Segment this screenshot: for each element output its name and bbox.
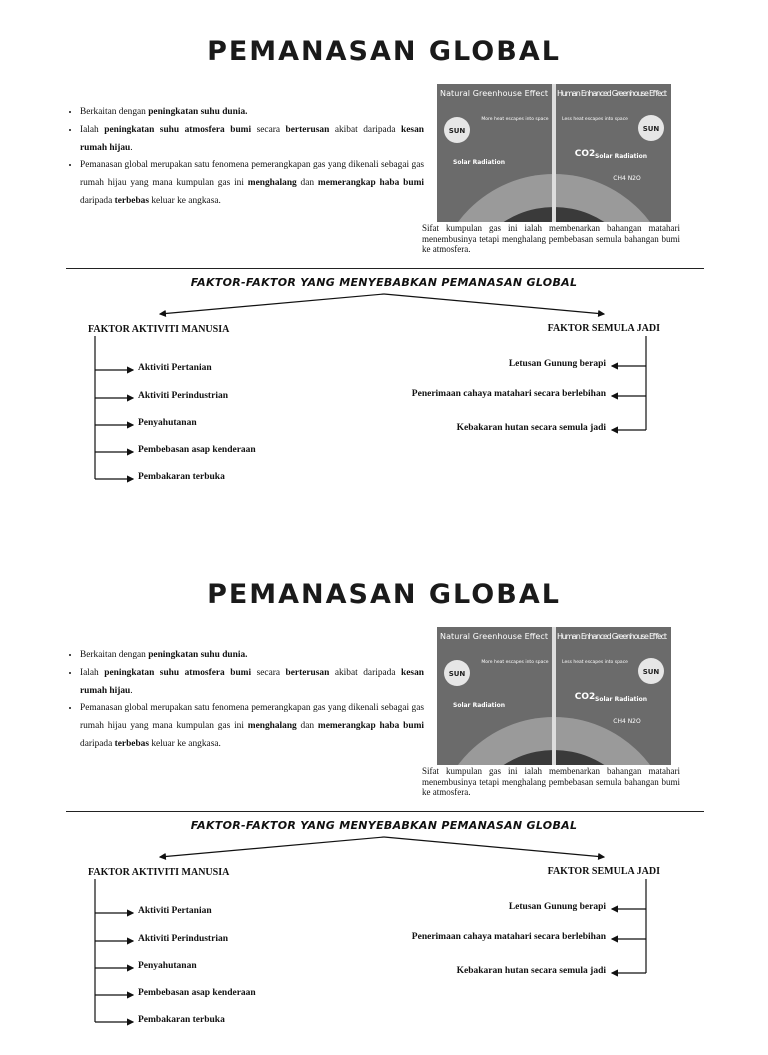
bullet-text: Pemanasan global merupakan satu fenomena pemerangkapan gas yang dikenali sebagai gas rumah hijau yang mana kumpulan gas ini [80,160,424,189]
natural-factor-heading: FAKTOR SEMULA JADI [547,866,660,877]
bullet-text: Ialah [80,667,105,678]
figure-label: SUN [642,125,660,133]
bullet-text: daripada [80,195,115,206]
bullet-text: secara [251,667,286,678]
bullet-text: akibat daripada [329,124,402,135]
bullet-bold-text: peningkatan suhu dunia. [148,650,248,660]
section-title: FAKTOR-FAKTOR YANG MENYEBABKAN PEMANASAN GLOBAL [190,819,578,832]
human-factor-item: Penyahutanan [138,418,197,428]
human-factor-item: Aktiviti Pertanian [138,906,212,916]
natural-factor-item: Letusan Gunung berapi [508,902,606,912]
bullet-bold-text: menghalang [247,178,297,189]
human-factor-item: Pembakaran terbuka [138,1015,225,1025]
bullet-bold-text: memerangkap haba bumi [317,721,424,732]
human-factor-heading: FAKTOR AKTIVITI MANUSIA [88,867,230,878]
page-title: PEMANASAN GLOBAL [207,36,561,67]
figure-right-title: Human Enhanced Greenhouse Effect [557,89,667,98]
human-factor-item: Pembebasan asap kenderaan [138,988,256,998]
figure-label: Less heat escapes into space [562,117,628,122]
figure-label: Solar Radiation [453,159,505,166]
natural-factor-item: Penerimaan cahaya matahari secara berlebihan [411,932,606,942]
bullet-bold-text: peningkatan suhu atmosfera bumi [104,124,252,135]
figure-caption: Sifat kumpulan gas ini ialah membenarkan bahangan matahari menembusinya tetapi menghalang pembebasan semula bahangan bumi ke atmosfera. [422,766,680,797]
figure-label: Solar Radiation [453,702,505,709]
natural-factor-item: Kebakaran hutan secara semula jadi [456,966,606,976]
document-page-bottom [0,543,768,1055]
bullet-bold-text: peningkatan suhu dunia. [148,107,248,117]
natural-factor-item: Penerimaan cahaya matahari secara berlebihan [411,389,606,399]
document-page-top [0,0,768,512]
bullet-bold-text: memerangkap haba bumi [317,178,424,189]
figure-label: Solar Radiation [595,153,647,160]
figure-label: Solar Radiation [595,696,647,703]
figure-caption: Sifat kumpulan gas ini ialah membenarkan bahangan matahari menembusinya tetapi menghalang pembebasan semula bahangan bumi ke atmosfera. [422,223,680,254]
figure-label: CH4 N2O [613,718,641,725]
figure-label: CO2 [574,149,596,159]
figure-label: More heat escapes into space [481,117,549,122]
figure-label: CO2 [574,692,596,702]
figure-label: SUN [642,668,660,676]
figure-label: Less heat escapes into space [562,660,628,665]
bullet-text: dan [296,721,318,732]
bullet-text: dan [296,178,318,189]
factor-tree-lines [0,543,768,1055]
figure-left-title: Natural Greenhouse Effect [440,632,548,641]
page-title: PEMANASAN GLOBAL [207,579,561,610]
human-factor-heading: FAKTOR AKTIVITI MANUSIA [88,324,230,335]
bullet-text: Berkaitan dengan [80,107,149,117]
branch-arrow-right [384,837,604,857]
natural-factor-item: Kebakaran hutan secara semula jadi [456,423,606,433]
bullet-bold-text: terbebas [114,195,149,206]
figure-right-title: Human Enhanced Greenhouse Effect [557,632,667,641]
bullet-bold-text: peningkatan suhu atmosfera bumi [104,667,252,678]
human-factor-item: Penyahutanan [138,961,197,971]
human-factor-item: Pembebasan asap kenderaan [138,445,256,455]
bullet-text: Pemanasan global merupakan satu fenomena pemerangkapan gas yang dikenali sebagai gas rumah hijau yang mana kumpulan gas ini [80,703,424,732]
figure-label: SUN [448,127,466,135]
bullet-text: secara [251,124,286,135]
human-factor-item: Aktiviti Pertanian [138,363,212,373]
figure-label: More heat escapes into space [481,660,549,665]
bullet-text: keluar ke angkasa. [149,738,221,749]
figure-label: CH4 N2O [613,175,641,182]
bullet-text: . [130,685,133,696]
figure-left-title: Natural Greenhouse Effect [440,89,548,98]
bullet-bold-text: berterusan [285,667,330,678]
factor-tree-lines [0,0,768,512]
natural-factor-heading: FAKTOR SEMULA JADI [547,323,660,334]
section-title: FAKTOR-FAKTOR YANG MENYEBABKAN PEMANASAN GLOBAL [190,276,578,289]
bullet-bold-text: menghalang [247,721,297,732]
bullet-bold-text: kesan rumah hijau [80,667,424,696]
bullet-bold-text: kesan rumah hijau [80,124,424,153]
human-factor-item: Aktiviti Perindustrian [138,391,228,401]
bullet-text: Berkaitan dengan [80,650,149,660]
branch-arrow-left [160,837,384,857]
bullet-text: akibat daripada [329,667,402,678]
bullet-text: Ialah [80,124,105,135]
human-factor-item: Aktiviti Perindustrian [138,934,228,944]
bullet-text: . [130,142,133,153]
branch-arrow-right [384,294,604,314]
human-factor-item: Pembakaran terbuka [138,472,225,482]
bullet-bold-text: berterusan [285,124,330,135]
natural-factor-item: Letusan Gunung berapi [508,359,606,369]
branch-arrow-left [160,294,384,314]
figure-label: SUN [448,670,466,678]
bullet-text: keluar ke angkasa. [149,195,221,206]
bullet-text: daripada [80,738,115,749]
bullet-bold-text: terbebas [114,738,149,749]
